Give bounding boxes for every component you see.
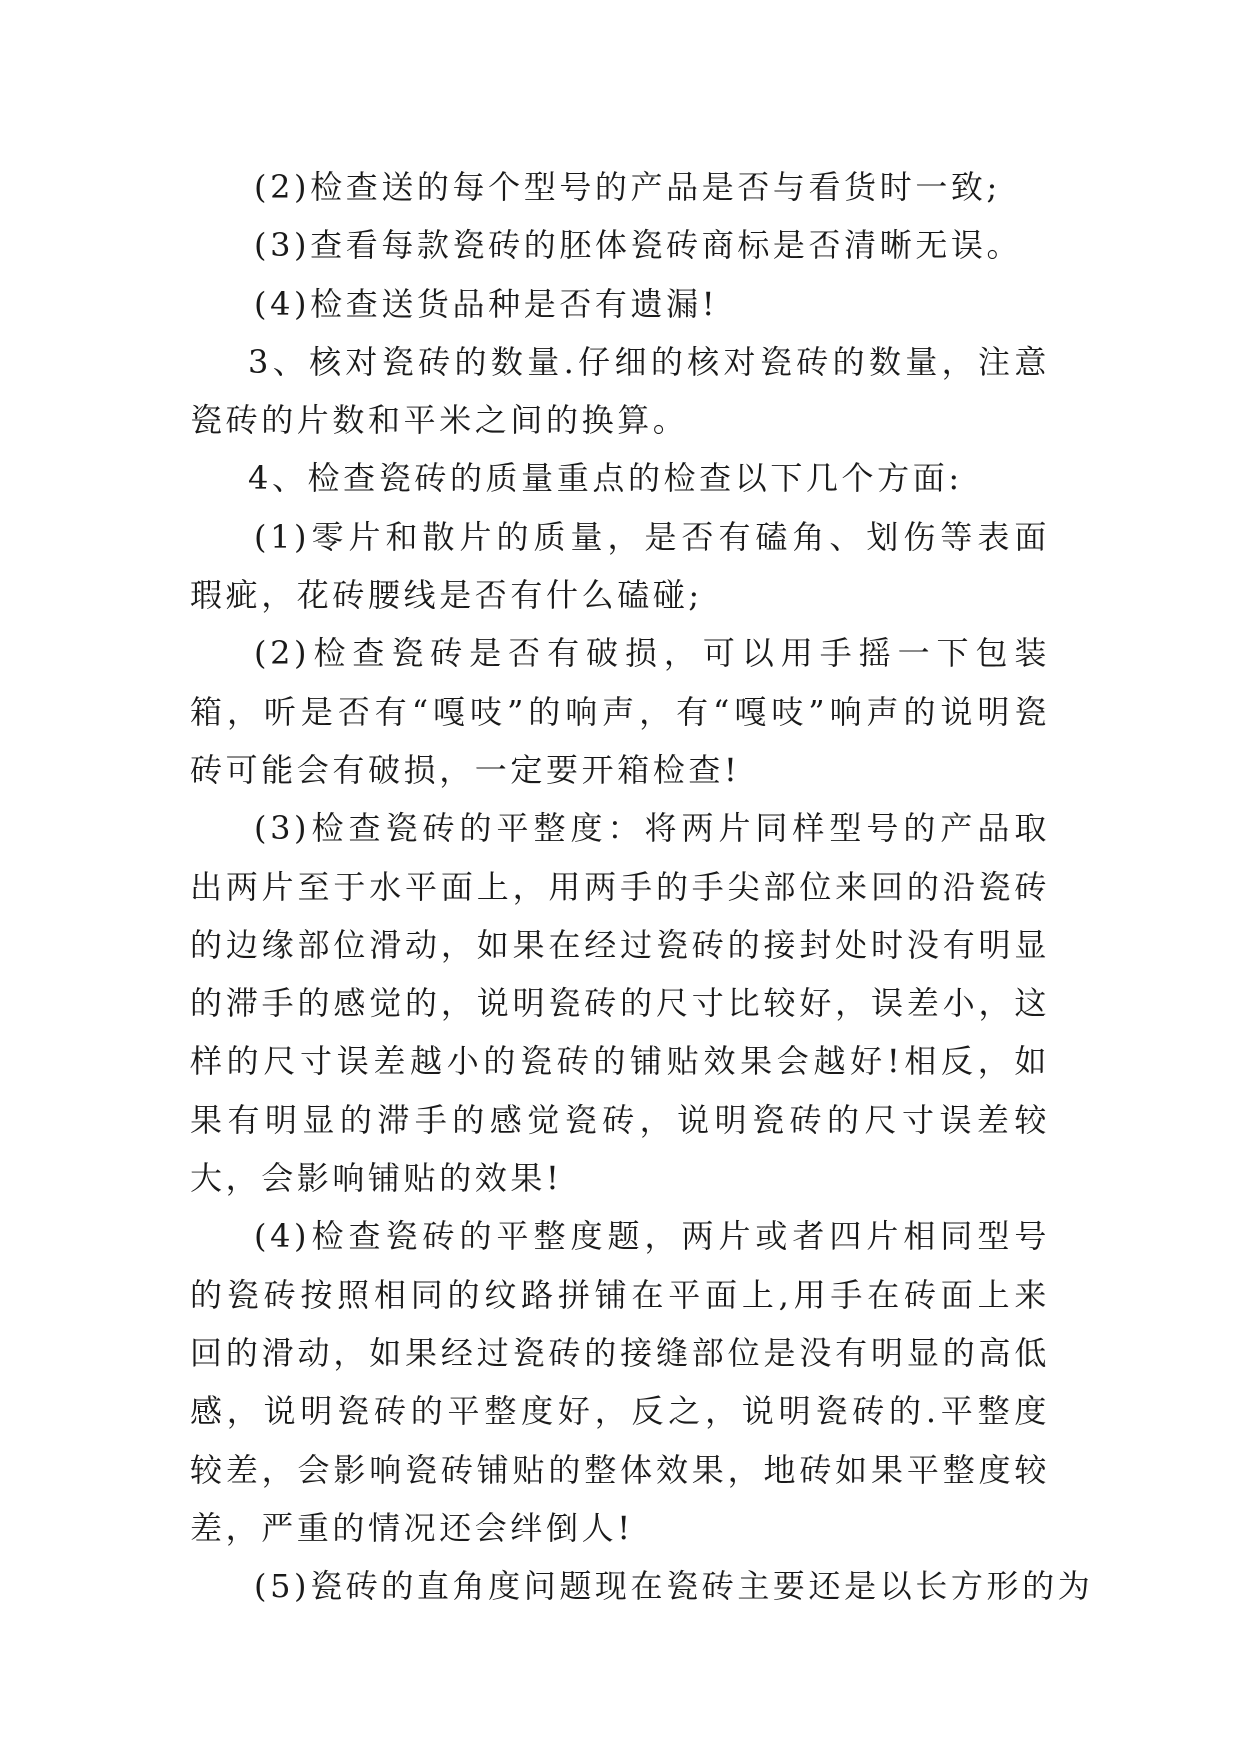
paragraph-1-loose-pieces: (1)零片和散片的质量，是否有磕角、划伤等表面瑕疵，花砖腰线是否有什么磕碰; [190,517,1050,615]
paragraph-2-damage: (2)检查瓷砖是否有破损，可以用手摇一下包装箱，听是否有“嘎吱”的响声，有“嘎吱”响声的说明瓷砖可能会有破损，一定要开箱检查! [190,634,1050,789]
paragraph-5-right-angle: (5)瓷砖的直角度问题现在瓷砖主要还是以长方形的为 [254,1567,1094,1606]
paragraph-2-check-model: (2)检查送的每个型号的产品是否与看货时一致; [254,168,1001,206]
paragraph-3-check-trademark: (3)查看每款瓷砖的胚体瓷砖商标是否清晰无误。 [254,226,1023,265]
paragraph-check-quality: 4、检查瓷砖的质量重点的检查以下几个方面: [248,459,963,498]
paragraph-3-flatness: (3)检查瓷砖的平整度：将两片同样型号的产品取出两片至于水平面上，用两手的手尖部位来回的沿瓷砖的边缘部位滑动，如果在经过瓷砖的接封处时没有明显的滞手的感觉的，说明瓷砖的尺寸比较好，误差小，这样的尺寸误差越小的瓷砖的铺贴效果会越好!相反，如果有明显的滞手的感觉瓷砖，说明瓷砖的尺寸误差较大，会影响铺贴的效果! [190,809,1050,1198]
document-body [190,158,1094,1615]
paragraph-verify-quantity: 3、核对瓷砖的数量.仔细的核对瓷砖的数量，注意瓷砖的片数和平米之间的换算。 [190,342,1050,440]
paragraph-4-flatness-joint: (4)检查瓷砖的平整度题，两片或者四片相同型号的瓷砖按照相同的纹路拼铺在平面上,用手在砖面上来回的滑动，如果经过瓷砖的接缝部位是没有明显的高低感，说明瓷砖的平整度好，反之，说明瓷砖的.平整度较差，会影响瓷砖铺贴的整体效果，地砖如果平整度较差，严重的情况还会绊倒人! [190,1217,1050,1547]
paragraph-4-check-variety: (4)检查送货品种是否有遗漏! [254,284,719,323]
